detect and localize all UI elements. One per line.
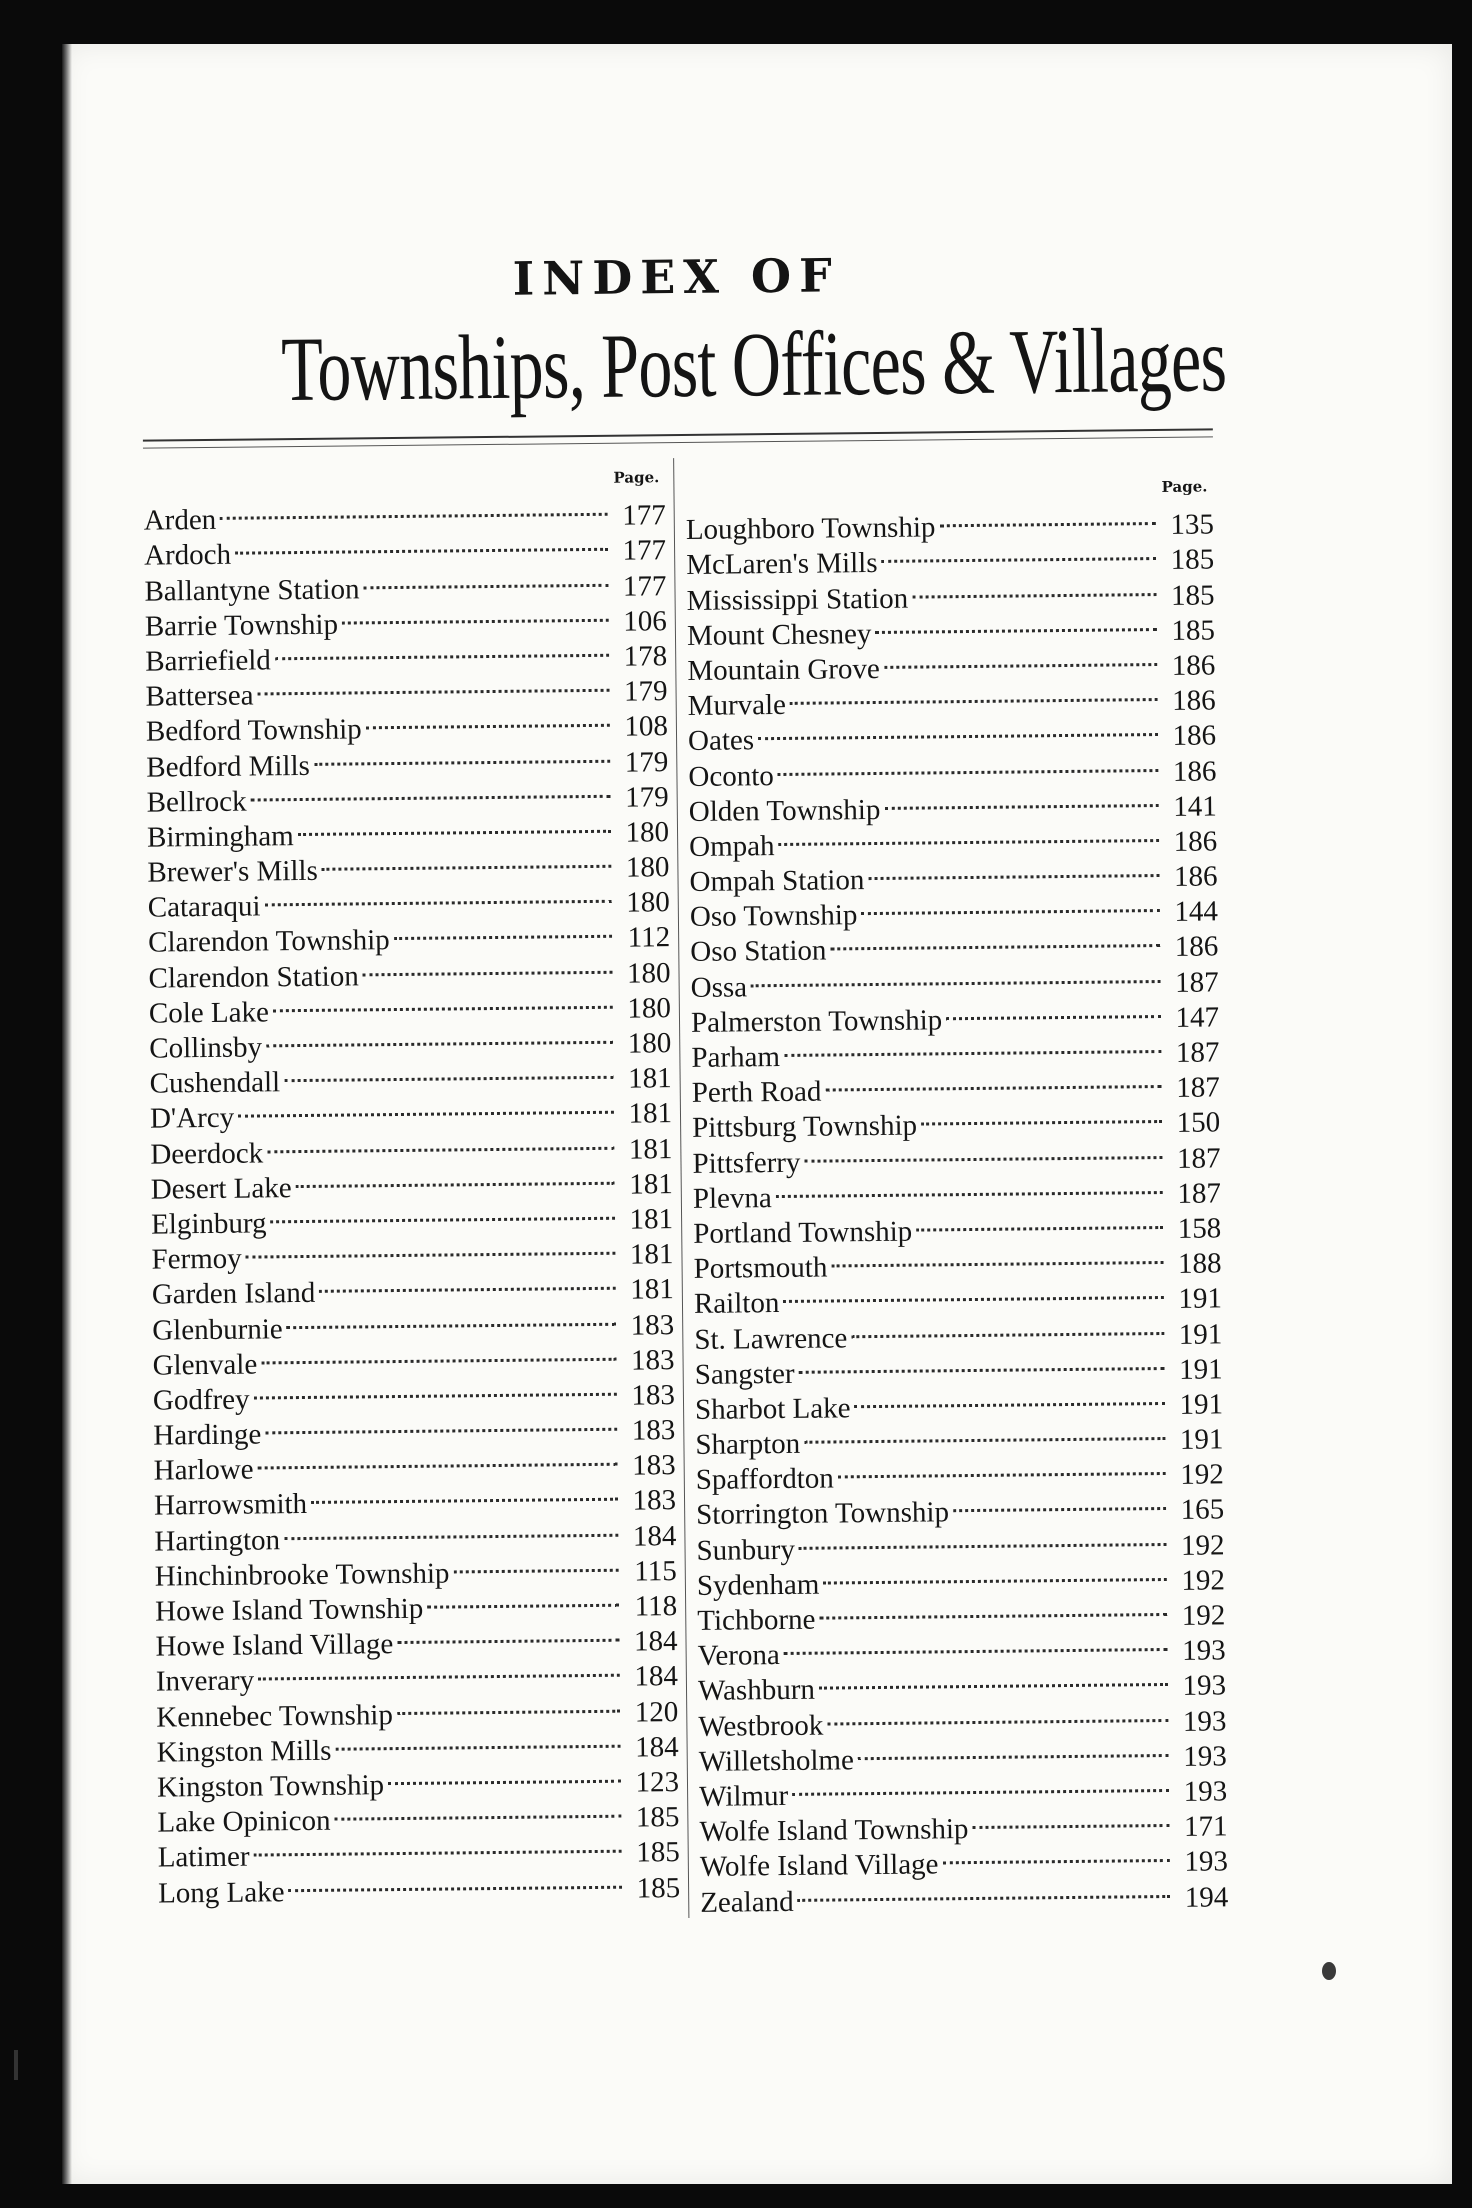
dot-leader	[253, 1827, 622, 1866]
entry-name: Oconto	[688, 759, 774, 793]
dot-leader	[427, 1581, 619, 1618]
entry-name: Long Lake	[157, 1875, 285, 1910]
entry-name: Bellrock	[146, 785, 247, 819]
entry-page-number: 181	[627, 1062, 672, 1095]
entry-name: Arden	[143, 504, 217, 537]
dot-leader	[972, 1801, 1169, 1838]
index-column-left	[143, 465, 681, 1910]
entry-page-number: 181	[629, 1167, 673, 1201]
dot-leader	[311, 1475, 618, 1513]
entry-page-number: 185	[636, 1836, 680, 1869]
entry-name: Kingston Township	[156, 1769, 385, 1804]
dot-leader	[453, 1545, 619, 1582]
dot-leader	[946, 992, 1161, 1029]
entry-page-number: 191	[1179, 1423, 1224, 1456]
entry-name: Hartington	[154, 1523, 281, 1558]
entry-name: Kennebec Township	[156, 1698, 394, 1734]
entry-page-number: 180	[626, 886, 670, 919]
entry-name: Wolfe Island Village	[699, 1848, 939, 1884]
entry-page-number: 191	[1178, 1317, 1223, 1351]
entry-page-number: 188	[1177, 1247, 1222, 1280]
entry-page-number: 106	[623, 604, 667, 638]
entry-name: Oso Station	[690, 934, 827, 969]
entry-page-number: 192	[1181, 1599, 1226, 1632]
entry-page-number: 183	[631, 1378, 676, 1412]
dot-leader	[245, 1229, 615, 1268]
entry-page-number: 186	[1172, 719, 1217, 753]
entry-name: Ballantyne Station	[144, 572, 360, 608]
entry-name: Mountain Grove	[687, 652, 881, 687]
index-entry	[693, 1202, 1222, 1250]
entry-name: Palmerston Township	[690, 1004, 943, 1039]
entry-page-number: 193	[1182, 1669, 1227, 1703]
entry-page-number: 179	[625, 780, 669, 814]
dot-leader	[784, 1027, 1162, 1066]
index-entry	[143, 489, 666, 537]
dot-leader	[858, 1731, 1169, 1769]
dot-leader	[783, 1273, 1164, 1312]
dot-leader	[334, 1792, 621, 1830]
entry-page-number: 192	[1181, 1564, 1226, 1597]
dot-leader	[868, 851, 1160, 889]
index-entry	[690, 956, 1219, 1004]
entry-page-number: 177	[622, 569, 667, 603]
dot-leader	[778, 816, 1159, 855]
dot-leader	[823, 1555, 1167, 1594]
dot-leader	[819, 1660, 1168, 1699]
entry-name: Desert Lake	[150, 1171, 292, 1206]
index-heading-line1: INDEX OF	[512, 248, 840, 306]
dot-leader	[778, 745, 1159, 784]
entry-name: Godfrey	[152, 1383, 250, 1417]
entry-name: Ompah Station	[689, 864, 865, 899]
page-column-label: Page.	[1161, 477, 1208, 496]
dot-leader	[397, 1616, 620, 1654]
dot-leader	[270, 1193, 615, 1232]
entry-page-number: 180	[625, 816, 670, 849]
entry-name: Harlowe	[153, 1453, 254, 1487]
entry-name: Verona	[697, 1639, 780, 1673]
dot-leader	[912, 569, 1157, 607]
entry-page-number: 171	[1183, 1810, 1228, 1843]
entry-name: Zealand	[700, 1885, 794, 1919]
dot-leader	[758, 710, 1158, 749]
entry-name: Elginburg	[150, 1207, 267, 1241]
dot-leader	[792, 1766, 1169, 1805]
dot-leader	[942, 1836, 1170, 1874]
entry-page-number: 183	[632, 1449, 676, 1482]
entry-name: Deerdock	[150, 1136, 264, 1171]
entry-name: Mississippi Station	[686, 582, 909, 617]
index-list-left	[143, 489, 681, 1910]
dot-leader	[314, 736, 611, 774]
dot-leader	[819, 1590, 1167, 1629]
entry-page-number: 180	[626, 956, 671, 990]
entry-name: Spaffordton	[695, 1462, 835, 1497]
entry-page-number: 184	[633, 1625, 678, 1658]
dot-leader	[830, 921, 1160, 960]
entry-page-number: 181	[628, 1132, 673, 1166]
entry-name: Fermoy	[151, 1242, 242, 1276]
entry-page-number: 179	[623, 675, 668, 708]
dot-leader	[322, 842, 612, 880]
entry-name: Ompah	[689, 829, 775, 863]
entry-page-number: 181	[630, 1273, 674, 1306]
index-column-right	[685, 474, 1229, 1919]
dot-leader	[253, 1369, 617, 1408]
dot-leader	[884, 781, 1159, 819]
entry-page-number: 184	[632, 1519, 677, 1553]
dot-leader	[776, 1168, 1163, 1207]
index-heading-title: Townships, Post Offices & Villages	[280, 308, 1227, 421]
entry-page-number: 186	[1173, 825, 1218, 858]
entry-page-number: 187	[1176, 1071, 1220, 1105]
dot-leader	[265, 1405, 617, 1444]
dot-leader	[831, 1238, 1164, 1277]
entry-page-number: 177	[622, 534, 667, 567]
dot-leader	[939, 499, 1156, 536]
dot-leader	[393, 912, 612, 949]
entry-page-number: 187	[1174, 966, 1219, 999]
entry-page-number: 181	[628, 1097, 673, 1130]
entry-page-number: 120	[634, 1695, 679, 1729]
entry-name: Cataraqui	[147, 890, 261, 924]
entry-page-number: 165	[1180, 1493, 1225, 1527]
entry-page-number: 183	[631, 1414, 676, 1447]
dot-leader	[284, 1510, 619, 1549]
heading-rule	[143, 428, 1213, 441]
dot-leader	[921, 1097, 1162, 1135]
entry-name: Wilmur	[698, 1779, 789, 1813]
dot-leader	[257, 666, 609, 705]
dot-leader	[295, 1158, 614, 1197]
entry-page-number: 193	[1182, 1704, 1227, 1738]
entry-page-number: 180	[627, 1027, 672, 1060]
entry-name: Bedford Mills	[146, 749, 311, 784]
entry-name: Howe Island Township	[155, 1592, 424, 1628]
entry-page-number: 192	[1180, 1458, 1224, 1492]
entry-name: Sydenham	[696, 1568, 820, 1602]
entry-page-number: 185	[1170, 543, 1215, 577]
entry-page-number: 180	[627, 991, 672, 1025]
entry-page-number: 180	[625, 851, 670, 884]
dot-leader	[798, 1343, 1164, 1382]
dot-leader	[286, 1299, 616, 1338]
index-list-right	[685, 498, 1229, 1919]
entry-page-number: 193	[1183, 1740, 1227, 1773]
entry-name: Mount Chesney	[686, 617, 872, 652]
dot-leader	[365, 701, 610, 739]
entry-name: Parham	[691, 1041, 781, 1074]
dot-leader	[267, 1123, 615, 1162]
dot-leader	[288, 1862, 622, 1901]
entry-page-number: 186	[1174, 930, 1219, 964]
dot-leader	[397, 1686, 621, 1724]
entry-page-number: 178	[623, 640, 668, 673]
entry-name: Olden Township	[688, 793, 881, 828]
entry-page-number: 185	[1171, 614, 1216, 647]
entry-name: Washburn	[697, 1674, 816, 1708]
dot-leader	[799, 1519, 1167, 1558]
entry-page-number: 193	[1183, 1775, 1228, 1808]
entry-name: Willetsholme	[698, 1744, 855, 1778]
index-entry	[688, 745, 1217, 793]
entry-name: Tichborne	[697, 1603, 816, 1637]
entry-name: Battersea	[145, 679, 254, 713]
entry-name: Sharbot Lake	[694, 1392, 851, 1426]
dot-leader	[264, 877, 612, 916]
dot-leader	[851, 1308, 1164, 1346]
dot-leader	[261, 1334, 617, 1373]
entry-page-number: 186	[1173, 860, 1218, 893]
dot-leader	[884, 640, 1158, 678]
dot-leader	[838, 1449, 1166, 1488]
entry-page-number: 191	[1178, 1282, 1223, 1316]
dot-leader	[784, 1625, 1168, 1664]
entry-page-number: 179	[624, 745, 669, 779]
entry-name: Portsmouth	[693, 1251, 828, 1286]
entry-page-number: 183	[630, 1343, 675, 1377]
entry-page-number: 187	[1176, 1141, 1221, 1175]
entry-page-number: 193	[1184, 1845, 1229, 1879]
dot-leader	[235, 525, 608, 564]
entry-page-number: 183	[630, 1308, 675, 1342]
entry-page-number: 186	[1172, 754, 1217, 788]
entry-name: Cole Lake	[148, 996, 270, 1030]
entry-name: Pittsburg Township	[691, 1109, 918, 1145]
entry-name: Clarendon Township	[148, 924, 390, 960]
dot-leader	[388, 1756, 621, 1794]
entry-name: Clarendon Station	[148, 960, 359, 995]
entry-name: Sunbury	[696, 1533, 796, 1567]
dot-leader	[220, 490, 608, 529]
dot-leader	[275, 631, 610, 670]
entry-page-number: 184	[634, 1660, 679, 1693]
entry-name: Wolfe Island Township	[699, 1813, 969, 1849]
entry-page-number: 112	[627, 921, 671, 955]
entry-page-number: 191	[1179, 1353, 1223, 1386]
entry-page-number: 150	[1176, 1106, 1221, 1140]
entry-page-number: 158	[1177, 1212, 1222, 1245]
entry-page-number: 186	[1171, 649, 1216, 682]
dot-leader	[861, 886, 1160, 924]
dot-leader	[827, 1695, 1168, 1734]
entry-name: Collinsby	[149, 1031, 263, 1065]
entry-name: Ardoch	[143, 539, 232, 573]
dot-leader	[362, 947, 612, 985]
entry-name: Lake Opinicon	[157, 1804, 331, 1839]
entry-page-number: 191	[1179, 1388, 1224, 1421]
dot-leader	[273, 982, 613, 1021]
dot-leader	[284, 1053, 614, 1092]
entry-name: Inverary	[155, 1664, 255, 1698]
entry-name: Pittsferry	[692, 1146, 801, 1180]
entry-page-number: 185	[635, 1801, 680, 1834]
index-entry	[143, 524, 667, 573]
entry-name: Murvale	[687, 689, 787, 723]
entry-name: St. Lawrence	[694, 1321, 848, 1356]
page-column-label: Page.	[613, 468, 660, 487]
entry-name: Oates	[687, 724, 755, 758]
entry-name: Howe Island Village	[155, 1628, 394, 1663]
dot-leader	[953, 1484, 1167, 1521]
dot-leader	[257, 1440, 618, 1479]
entry-page-number: 108	[624, 710, 669, 743]
entry-name: Sangster	[694, 1357, 795, 1391]
dot-leader	[797, 1871, 1170, 1910]
entry-name: Brewer's Mills	[147, 854, 318, 889]
dot-leader	[916, 1203, 1163, 1241]
entry-page-number: 147	[1175, 1001, 1220, 1034]
entry-name: Sharpton	[695, 1427, 801, 1461]
dot-leader	[881, 534, 1156, 572]
entry-page-number: 118	[634, 1590, 678, 1623]
entry-name: McLaren's Mills	[686, 547, 878, 582]
entry-page-number: 135	[1170, 508, 1215, 542]
dot-leader	[297, 806, 611, 844]
entry-name: Loughboro Township	[685, 511, 936, 547]
entry-page-number: 123	[635, 1766, 680, 1799]
entry-name: Glenvale	[152, 1348, 258, 1382]
entry-name: Latimer	[157, 1840, 250, 1874]
dot-leader	[875, 605, 1157, 643]
entry-page-number: 192	[1180, 1528, 1225, 1562]
entry-name: Barrie Township	[144, 608, 339, 643]
entry-name: Storrington Township	[696, 1496, 950, 1532]
entry-page-number: 185	[636, 1871, 681, 1905]
entry-name: Harrowsmith	[153, 1488, 308, 1523]
dot-leader	[751, 956, 1161, 995]
dot-leader	[250, 771, 610, 810]
entry-page-number: 187	[1175, 1036, 1220, 1069]
entry-page-number: 141	[1173, 790, 1217, 823]
entry-name: D'Arcy	[149, 1102, 235, 1135]
entry-name: Perth Road	[691, 1075, 822, 1110]
entry-name: Plevna	[692, 1181, 772, 1215]
index-entry	[687, 710, 1217, 758]
entry-name: Ossa	[690, 970, 748, 1004]
entry-name: Portland Township	[693, 1215, 913, 1250]
dot-leader	[335, 1721, 621, 1759]
entry-page-number: 184	[634, 1730, 679, 1764]
entry-page-number: 144	[1174, 895, 1219, 929]
dot-leader	[342, 595, 609, 633]
entry-page-number: 115	[634, 1554, 677, 1588]
dot-leader	[804, 1132, 1162, 1171]
entry-name: Barriefield	[145, 644, 271, 678]
entry-name: Oso Township	[689, 899, 858, 934]
dot-leader	[266, 1018, 614, 1057]
entry-page-number: 185	[1170, 578, 1215, 612]
entry-name: Garden Island	[151, 1277, 316, 1311]
entry-name: Westbrook	[698, 1709, 824, 1743]
entry-page-number: 194	[1184, 1880, 1229, 1914]
entry-page-number: 183	[632, 1484, 677, 1518]
entry-name: Kingston Mills	[156, 1734, 332, 1769]
dot-leader	[258, 1651, 620, 1690]
index-entry	[685, 498, 1215, 547]
dot-leader	[319, 1264, 616, 1302]
dot-leader	[825, 1062, 1162, 1101]
index-entry	[690, 991, 1220, 1039]
dot-leader	[363, 560, 608, 598]
entry-name: Bedford Township	[145, 713, 362, 748]
entry-name: Hardinge	[153, 1418, 262, 1452]
entry-page-number: 187	[1177, 1177, 1222, 1210]
index-content	[141, 244, 1229, 1985]
entry-name: Birmingham	[146, 819, 294, 854]
entry-page-number: 177	[622, 499, 666, 532]
entry-page-number: 181	[629, 1203, 674, 1236]
ink-speck	[1322, 1962, 1336, 1980]
entry-page-number: 186	[1172, 684, 1216, 717]
dot-leader	[854, 1379, 1165, 1417]
dot-leader	[238, 1088, 614, 1127]
entry-page-number: 193	[1181, 1634, 1226, 1668]
edge-mark	[14, 2050, 18, 2080]
entry-name: Hinchinbrooke Township	[154, 1557, 450, 1593]
entry-name: Glenburnie	[152, 1312, 283, 1347]
entry-page-number: 181	[629, 1238, 674, 1271]
entry-name: Cushendall	[149, 1066, 281, 1100]
dot-leader	[804, 1414, 1166, 1453]
page-binding-edge	[62, 44, 72, 2184]
entry-name: Railton	[693, 1287, 780, 1321]
dot-leader	[790, 675, 1158, 714]
